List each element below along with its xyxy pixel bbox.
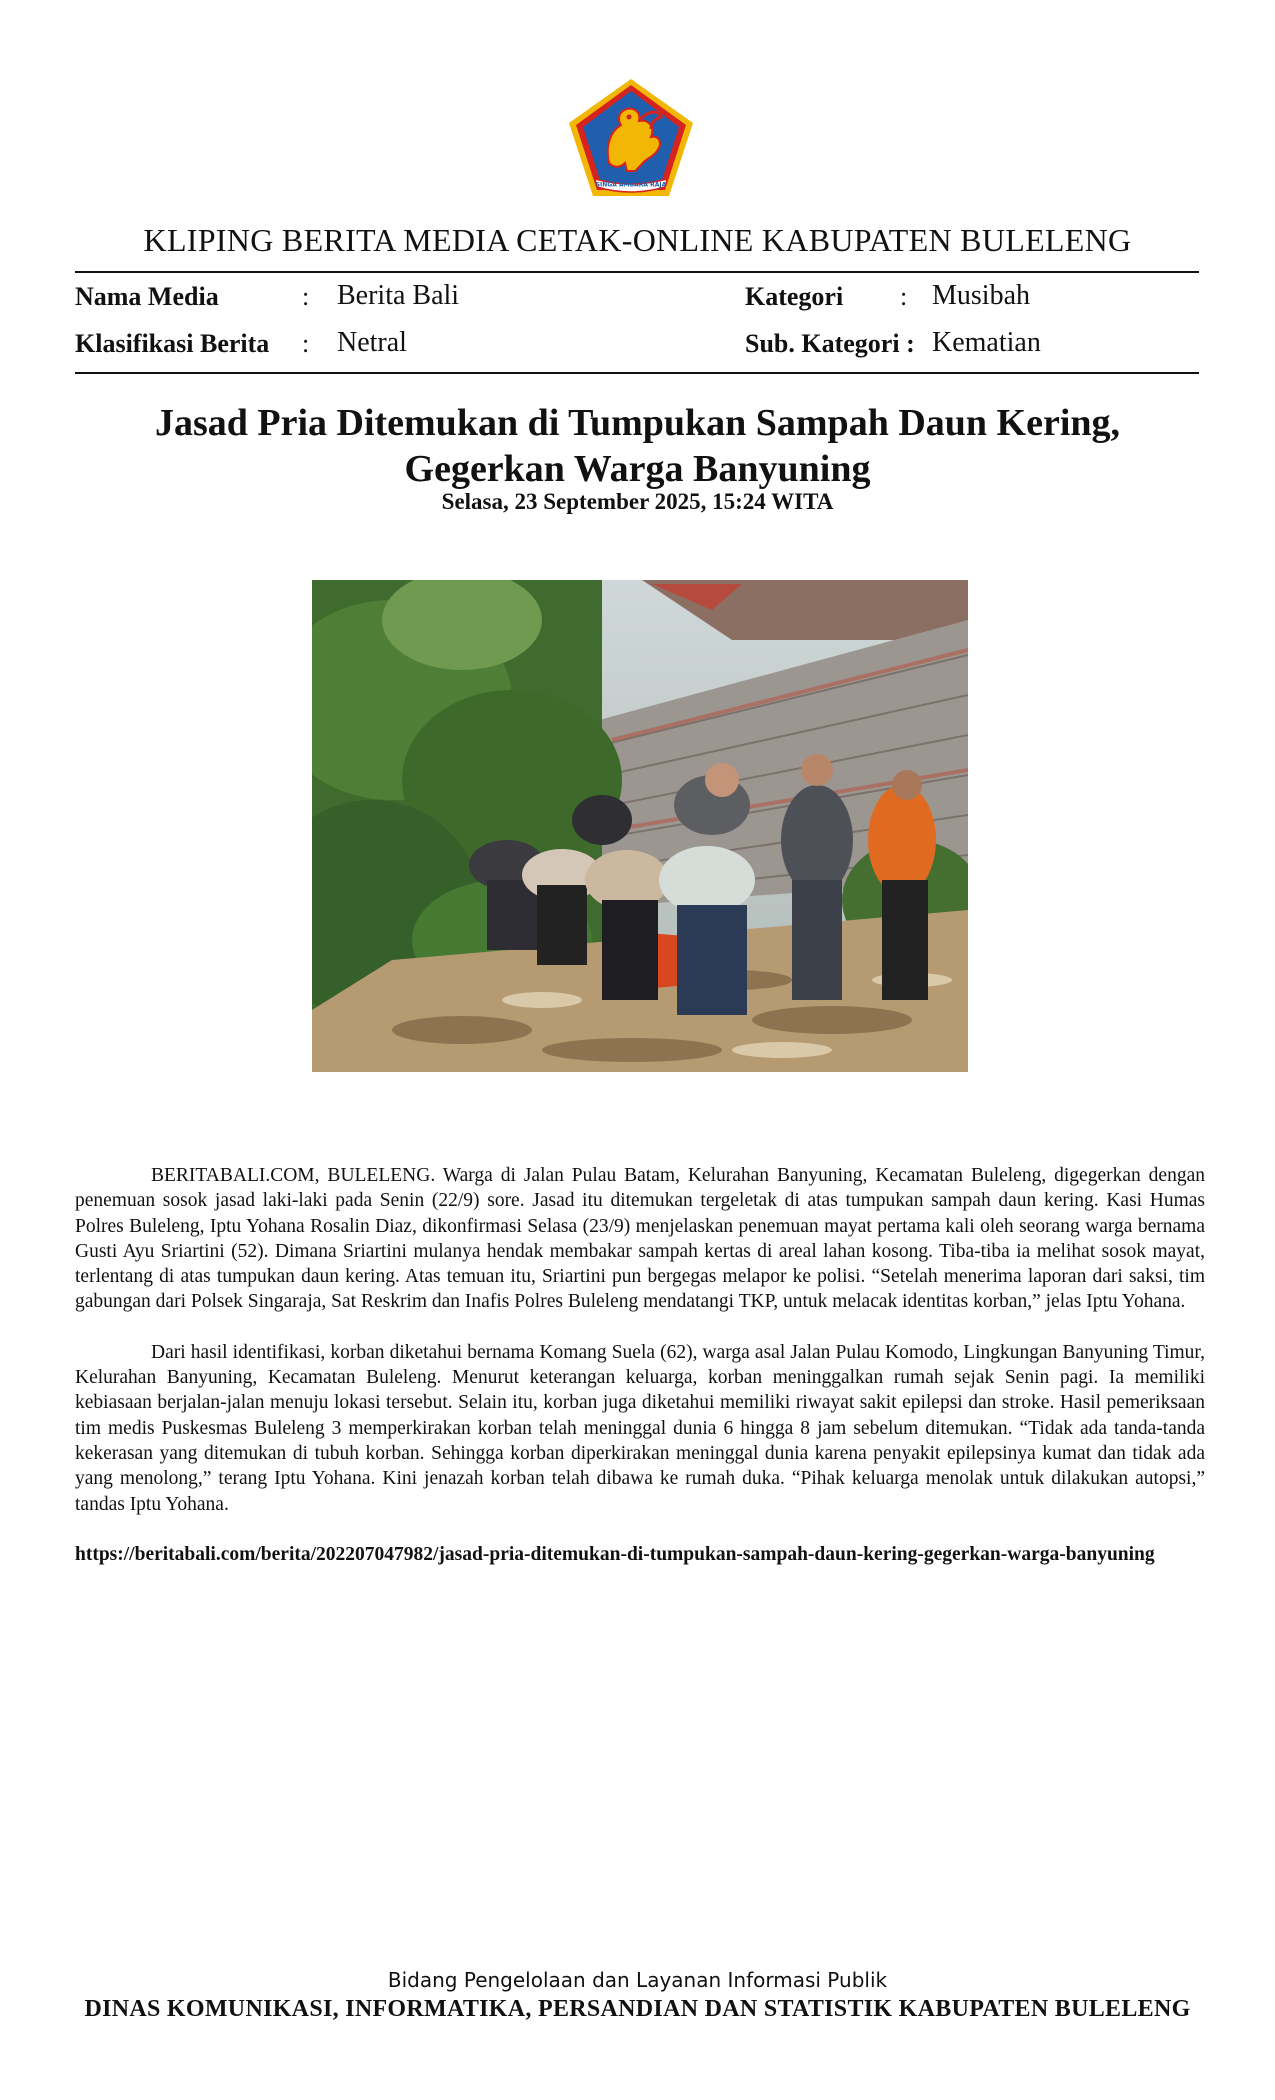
article-title-line-1: Jasad Pria Ditemukan di Tumpukan Sampah Daun Kering, xyxy=(154,402,1121,444)
klasifikasi-value: Netral xyxy=(337,327,407,358)
news-photo xyxy=(312,580,968,1072)
article-title-line-2: Gegerkan Warga Banyuning xyxy=(404,448,871,490)
bottom-divider xyxy=(75,372,1199,374)
article-body xyxy=(75,1163,1205,1592)
source-url-link[interactable]: https://beritabali.com/berita/202207047982/jasad-pria-ditemukan-di-tumpukan-sampah-daun-kering-gegerkan-warga-banyuning xyxy=(75,1543,1155,1565)
article-paragraph-1: BERITABALI.COM, BULELENG. Warga di Jalan Pulau Batam, Kelurahan Banyuning, Kecamatan Buleleng, digegerkan dengan penemuan sosok jasad laki-laki pada Senin (22/9) sore. Jasad itu ditemukan tergeletak di atas tumpukan sampah daun kering. Kasi Humas Polres Buleleng, Iptu Yohana Rosalin Diaz, dikonfirmasi Selasa (23/9) menjelaskan penemuan mayat pertama kali oleh seorang warga bernama Gusti Ayu Sriartini (52). Dimana Sriartini mulanya hendak membakar sampah kertas di areal lahan kosong. Tiba-tiba ia melihat sosok mayat, terlentang di atas tumpukan daun kering. Atas temuan itu, Sriartini pun bergegas melapor ke polisi. “Setelah menerima laporan dari saksi, tim gabungan dari Polsek Singaraja, Sat Reskrim dan Inafis Polres Buleleng mendatangi TKP, untuk melacak identitas korban,” jelas Iptu Yohana. xyxy=(75,1165,1205,1313)
article-paragraph-2: Dari hasil identifikasi, korban diketahui bernama Komang Suela (62), warga asal Jalan Pulau Komodo, Lingkungan Banyuning Timur, Kelurahan Banyuning, Kecamatan Buleleng. Menurut keterangan keluarga, korban meninggalkan rumah sejak Senin pagi. Ia memiliki kebiasaan berjalan-jalan menuju lokasi tersebut. Selain itu, korban juga diketahui memiliki riwayat sakit epilepsi dan stroke. Hasil pemeriksaan tim medis Puskesmas Buleleng 3 memperkirakan korban telah meninggal dunia 6 hingga 8 jam sebelum ditemukan. “Tidak ada tanda-tanda kekerasan yang ditemukan di tubuh korban. Sehingga korban diperkirakan meninggal dunia karena penyakit epilepsinya kumat dan tidak ada yang menolong,” terang Iptu Yohana. Kini jenazah korban telah dibawa ke rumah duka. “Pihak keluarga menolak untuk dilakukan autopsi,” tandas Iptu Yohana. xyxy=(75,1341,1205,1515)
kategori-label: Kategori xyxy=(745,282,844,311)
footer-division: Bidang Pengelolaan dan Layanan Informasi Publik xyxy=(387,1968,888,1992)
footer-agency: DINAS KOMUNIKASI, INFORMATIKA, PERSANDIAN DAN STATISTIK KABUPATEN BULELENG xyxy=(84,1996,1191,2022)
page-heading: KLIPING BERITA MEDIA CETAK-ONLINE KABUPATEN BULELENG xyxy=(143,222,1132,258)
buleleng-emblem-icon xyxy=(565,75,697,200)
media-value: Berita Bali xyxy=(337,280,460,311)
kategori-colon: : xyxy=(900,282,908,311)
top-divider xyxy=(75,271,1199,273)
article-title xyxy=(80,400,1195,492)
klasifikasi-label: Klasifikasi Berita xyxy=(75,329,270,358)
media-colon: : xyxy=(302,282,310,311)
kategori-value: Musibah xyxy=(932,280,1030,311)
media-label: Nama Media xyxy=(75,282,219,311)
klasifikasi-colon: : xyxy=(302,329,310,358)
subkategori-value: Kematian xyxy=(932,327,1041,358)
logo-motto: SINGA AMBARA RAJA xyxy=(595,181,667,189)
article-date: Selasa, 23 September 2025, 15:24 WITA xyxy=(441,489,834,514)
subkategori-label: Sub. Kategori : xyxy=(745,329,915,358)
